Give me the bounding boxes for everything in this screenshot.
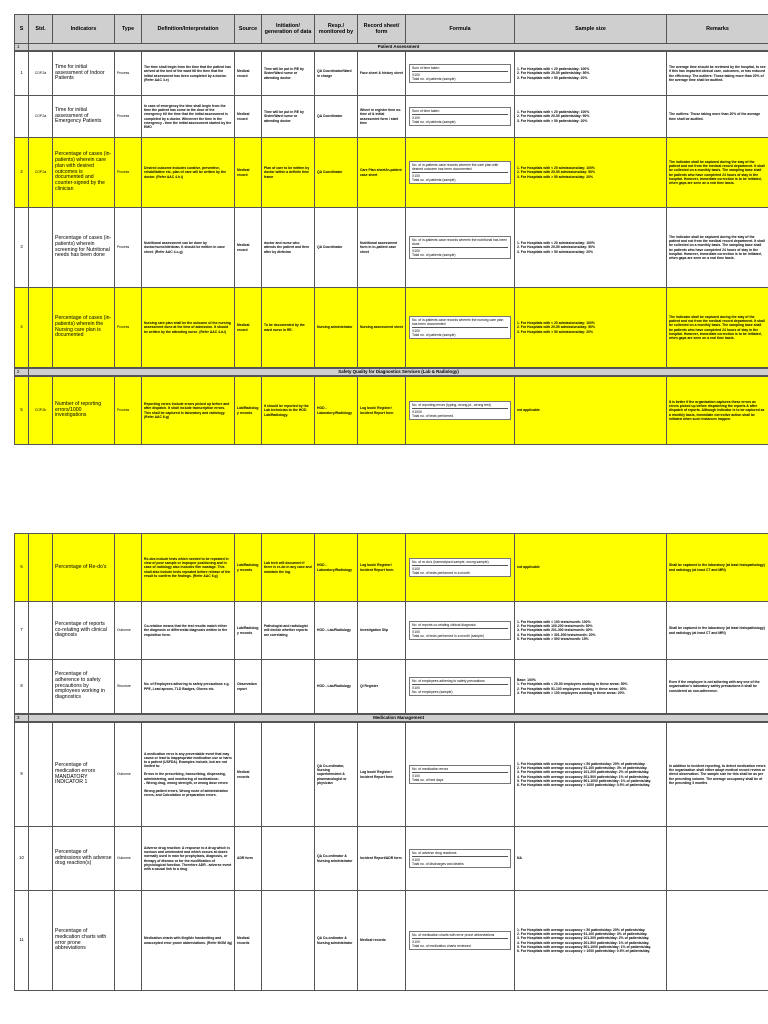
formula-box xyxy=(409,558,511,577)
row-remarks: The indicator shall be captured during the stay of the patient and not from the medical record department. It shall be collected on a monthly basis. The sampling base shall be patients who have completed 24 hours of stay in the hospital. However, immediate correction is to be initiated, when gaps are seen on a real time basis. xyxy=(667,288,768,368)
formula-numerator: No. of reports co-relating clinical diagnosis xyxy=(412,623,508,629)
col-source: Source xyxy=(235,15,262,44)
indicator-row xyxy=(15,534,768,602)
row-remarks: In addition to incident reporting, to detect medication errors the organisation shall either adopt medical record review or direct observation. The sample size for this shall be as per the preceding column. The average occupancy shall be of the preceding 3 months xyxy=(667,723,768,827)
row-source: Lab/Radiology records xyxy=(235,534,262,602)
col-record: Record sheet/ form xyxy=(358,15,406,44)
row-record-sheet: Log book/ Register/ Incident Report form xyxy=(358,534,406,602)
row-initiation: Time will be put in RE by Sister/Ward nurse or attending doctor xyxy=(262,96,315,138)
row-initiation xyxy=(262,723,315,827)
formula-box xyxy=(409,621,511,640)
row-sample-size: 1. For Hospitals with < 20 patients/day: 100% 2. For Hospitals with 20-50 patients/day: 50% 3. For Hospitals with > 50 patients/day: 20% xyxy=(515,96,667,138)
formula-denominator: X100 Total no. of patients (sample) xyxy=(412,72,456,81)
page-gap xyxy=(14,445,768,533)
formula-denominator: X100 Total no. of medication charts reviewed xyxy=(412,939,471,948)
row-responsible: QA Coordinator/Ward in charge xyxy=(315,52,358,96)
row-definition: Co-relation means that the test results match either the diagnosis or differential diagnosis written in the requisition form. xyxy=(142,602,235,660)
indicator-rows-top-2 xyxy=(14,376,768,445)
indicator-row xyxy=(15,723,768,827)
row-remarks: It is better if the organisation captures these errors as errors picked up before dispatching the reports & after dispatch of reports. Although indicator is to be captured as a monthly basis, immediate corrective action shall be initiated when such instances happen. xyxy=(667,377,768,445)
row-number: 11 xyxy=(15,891,29,991)
row-definition: Adverse drug reaction: A response to a drug which is noxious and unintended and which occurs at doses normally used in man for prophylaxis, diagnosis, or therapy of disease or for the modification of physiological function. Therefore ADR - adverse event with a causal link to a drug xyxy=(142,827,235,891)
row-number: 1 xyxy=(15,52,29,96)
col-definition: Definition/Interpretation xyxy=(142,15,235,44)
row-remarks: The indicator shall be captured during the stay of the patient and not from the medical record department. It shall be collected on a monthly basis. The sampling base shall be patients who have completed 24 hours of stay in the hospital. However, immediate correction is to be initiated, when gaps are seen on a real time basis. xyxy=(667,208,768,288)
row-number: 7 xyxy=(15,602,29,660)
row-type xyxy=(115,534,142,602)
row-initiation: Plan of care to be written by doctor within a definite time frame xyxy=(262,138,315,208)
formula-denominator: X100 Total no. of discharges and deaths xyxy=(412,857,464,866)
row-record-sheet: Nutritional assessment form in in-patient case sheet xyxy=(358,208,406,288)
section-header xyxy=(15,715,768,722)
row-type: Structure xyxy=(115,660,142,714)
formula-denominator: X100 Total no. of tests performed in a month (sample) xyxy=(412,629,484,638)
row-number xyxy=(15,96,29,138)
indicator-row xyxy=(15,96,768,138)
formula-denominator: X100 Total no. of tests performed in a month xyxy=(412,566,470,575)
formula-numerator: No. of adverse drug reactions xyxy=(412,851,508,857)
section-number: 1 xyxy=(15,44,29,51)
indicator-rows-top xyxy=(14,51,768,368)
row-responsible: HOD - Laboratory/Radiology xyxy=(315,534,358,602)
indicator-sheet xyxy=(14,14,768,991)
row-initiation: Lab tech will document if there is re-do in any case and maintain the log. xyxy=(262,534,315,602)
indicator-table-bottom-2 xyxy=(14,714,768,722)
formula-box xyxy=(409,316,511,339)
row-indicator: Percentage of adherence to safety precautions by employees working in diagnostics xyxy=(53,660,115,714)
row-number: 8 xyxy=(15,660,29,714)
row-definition: Nutritional assessment can be done by doctor/nurse/dietician. It should be written in case sheet. (Refer AAC 4.c-g) xyxy=(142,208,235,288)
row-sample-size: 1. For Hospitals with < 20 patients/day: 100% 2. For Hospitals with 20-50 patients/day: 50% 3. For Hospitals with > 50 patients/day: 20% xyxy=(515,52,667,96)
row-formula xyxy=(406,208,515,288)
row-type: Process xyxy=(115,288,142,368)
row-remarks: Shall be captured in the laboratory (at least histopathology) and radiology (at least CT and MRI) xyxy=(667,602,768,660)
row-source: Medical record xyxy=(235,288,262,368)
indicator-row xyxy=(15,602,768,660)
row-type: Outcome xyxy=(115,723,142,827)
row-record-sheet: Medical records xyxy=(358,891,406,991)
indicator-table-top-2 xyxy=(14,368,768,376)
row-remarks: Even if the employee is not adhering with any one of the organisation's laboratory safety precautions it shall be considered as non-adherence. xyxy=(667,660,768,714)
row-record-sheet: Wheel in register time no. time of & initial assessment form / start time xyxy=(358,96,406,138)
row-indicator: Percentage of Re-do's xyxy=(53,534,115,602)
row-record-sheet: QI Register xyxy=(358,660,406,714)
formula-box xyxy=(409,107,511,126)
formula-denominator: X100 Total no. of patients (sample) xyxy=(412,174,456,183)
indicator-row xyxy=(15,208,768,288)
row-responsible: HOD - Lab/Radiology xyxy=(315,602,358,660)
formula-denominator: X100 No. of employees (sample) xyxy=(412,685,453,694)
row-standard xyxy=(29,534,53,602)
col-resp: Resp./ monitored by xyxy=(315,15,358,44)
row-indicator: Percentage of cases (in-patients) wherein care plan with desired outcomes is documented and counter-signed by the clinician xyxy=(53,138,115,208)
row-source: Lab/Radiology records xyxy=(235,602,262,660)
section-title: Safety Quality for Diagnostics Services (Lab & Radiology) xyxy=(29,369,768,376)
row-responsible: QA Co-ordinator & Nursing administrator xyxy=(315,891,358,991)
row-source: Medical records xyxy=(235,891,262,991)
indicator-rows-bottom-2 xyxy=(14,722,768,991)
row-standard xyxy=(29,660,53,714)
row-indicator: Percentage of reports co-relating with clinical diagnosis xyxy=(53,602,115,660)
row-remarks: The outliers: Those taking more than 20% of the average time shall be audited. xyxy=(667,96,768,138)
indicator-row xyxy=(15,138,768,208)
indicator-rows-bottom xyxy=(14,533,768,714)
row-source: Medical records xyxy=(235,723,262,827)
row-sample-size: 1. For Hospitals with average occupancy < 50 patients/day: 20% of patients/day. 2. For Hospitals with average occupancy 51-100 patients/day: 3% of patients/day. 3. For Hospitals with average occupancy 101-200 patients/day: 2% of patients/day. 4. For Hospitals with average occupancy 201-500 patients/day: 1% of patients/day. 5. For Hospitals with average occupancy 501-1000 patients/day: 1% of patients/day. 6. For Hospitals with average occupancy > 1000 patients/day: 0.5% of patients/day. xyxy=(515,891,667,991)
formula-denominator: X100 Total no. of patients (sample) xyxy=(412,115,456,124)
section-title: Medication Management xyxy=(29,715,768,722)
row-standard: COP.2a xyxy=(29,96,53,138)
formula-box xyxy=(409,931,511,950)
row-responsible: HOD - Laboratory/Radiology xyxy=(315,377,358,445)
row-number: 4 xyxy=(15,288,29,368)
formula-box xyxy=(409,401,511,420)
row-source: Medical record xyxy=(235,52,262,96)
formula-numerator: No. of reporting errors (typing, wrong pt., wrong test) xyxy=(412,403,508,409)
formula-numerator: No. of employees adhering to safety precautions xyxy=(412,679,508,685)
row-type: Process xyxy=(115,377,142,445)
row-source: ADR form xyxy=(235,827,262,891)
row-number: 5 xyxy=(15,377,29,445)
row-formula xyxy=(406,96,515,138)
row-initiation: It should be reported by the Lab technician to the HOD Lab/Radiology. xyxy=(262,377,315,445)
row-remarks: Shall be captured in the laboratory (at least histopathology) and radiology (at least CT and MRI) xyxy=(667,534,768,602)
row-record-sheet: Log book/ Register/ Incident Report form xyxy=(358,723,406,827)
col-type: Type xyxy=(115,15,142,44)
row-responsible: HOD - Lab/Radiology xyxy=(315,660,358,714)
row-initiation: To be documented by the ward nurse in RE. xyxy=(262,288,315,368)
row-formula xyxy=(406,891,515,991)
row-formula xyxy=(406,52,515,96)
row-standard xyxy=(29,891,53,991)
indicator-row xyxy=(15,660,768,714)
row-formula xyxy=(406,534,515,602)
row-indicator: Percentage of medication charts with error prone abbreviations xyxy=(53,891,115,991)
col-initiation: Initiation/ generation of data xyxy=(262,15,315,44)
row-record-sheet: Nursing assessment sheet xyxy=(358,288,406,368)
col-formula: Formula xyxy=(406,15,515,44)
row-formula xyxy=(406,602,515,660)
col-indicators: Indicators xyxy=(53,15,115,44)
row-type: Process xyxy=(115,208,142,288)
row-type: Process xyxy=(115,52,142,96)
row-standard: COP.2b xyxy=(29,377,53,445)
row-definition: Nursing care plan shall be the outcome of the nursing assessment done at the time of admission. It should be written by the attending nurse. (Refer AAC 4.d-i) xyxy=(142,288,235,368)
formula-box xyxy=(409,161,511,184)
indicator-table-top xyxy=(14,14,768,51)
row-indicator: Time for initial assessment of Emergency Patients xyxy=(53,96,115,138)
row-indicator: Percentage of medication errors MANDATORY INDICATOR 1 xyxy=(53,723,115,827)
row-formula xyxy=(406,288,515,368)
row-sample-size: 1. For Hospitals with average occupancy < 50 patients/day: 20% of patients/day. 2. For Hospitals with average occupancy 51-100 patients/day: 3% of patients/day. 3. For Hospitals with average occupancy 101-200 patients/day: 2% of patients/day. 4. For Hospitals with average occupancy 201-500 patients/day: 1% of patients/day. 5. For Hospitals with average occupancy 501-1000 patients/day: 1% of patients/day. 6. For Hospitals with average occupancy > 1000 patients/day: 0.5% of patients/day. xyxy=(515,723,667,827)
indicator-row xyxy=(15,377,768,445)
row-record-sheet: Investigation Slip xyxy=(358,602,406,660)
row-responsible: Nursing administrator xyxy=(315,288,358,368)
row-remarks: The indicator shall be captured during the stay of the patient and not from the medical record department. It shall be collected on a monthly basis. The sampling base shall be patients who have completed 24 hours of stay in the hospital. However, immediate correction is to be initiated, when gaps are seen on a real time basis. xyxy=(667,138,768,208)
row-initiation xyxy=(262,827,315,891)
formula-numerator: No. of re-do's (haemolysed sample, wrong sample) xyxy=(412,560,508,566)
formula-numerator: No. of in-patients case records wherein the care plan with desired outcome has been documented xyxy=(412,163,508,173)
row-number: 9 xyxy=(15,723,29,827)
row-sample-size: NA xyxy=(515,827,667,891)
row-definition: In case of emergency the time shall begin from the time the patient has come to the door of the emergency till the time that the initial assessment is completed by a doctor. Whenever the time in the emergency - time the initial assessment started by the EMO xyxy=(142,96,235,138)
formula-denominator: X100 Total no. of bed days xyxy=(412,773,444,782)
section-header xyxy=(15,369,768,376)
row-remarks xyxy=(667,891,768,991)
row-standard xyxy=(29,827,53,891)
row-initiation xyxy=(262,660,315,714)
row-source: Lab/Radiology records xyxy=(235,377,262,445)
section-number: 2 xyxy=(15,369,29,376)
row-sample-size: 1. For Hospitals with < 20 admissions/day: 100% 2. For Hospitals with 20-50 admissions/day: 50% 3. For Hospitals with > 50 admissions/day: 20% xyxy=(515,288,667,368)
indicator-row xyxy=(15,288,768,368)
section-header xyxy=(15,44,768,51)
col-sample: Sample size xyxy=(515,15,667,44)
formula-numerator: No. of in-patients case records wherein the nursing care plan has been documented xyxy=(412,318,508,328)
row-type: Process xyxy=(115,138,142,208)
formula-numerator: Sum of time taken xyxy=(412,66,508,72)
row-type: Outcome xyxy=(115,827,142,891)
row-type xyxy=(115,891,142,991)
row-definition: Re-dos include tests which needed to be repeated in view of poor sample or improper positioning and in case of radiology also includes film wastage. This shall also include tests repeated before release of the result to confirm the findings. (Refer AAC 6.g) xyxy=(142,534,235,602)
col-std: Std. xyxy=(29,15,53,44)
row-formula xyxy=(406,138,515,208)
row-responsible: QA Co-ordinator & Nursing administrator xyxy=(315,827,358,891)
row-source: Medical record xyxy=(235,96,262,138)
row-formula xyxy=(406,723,515,827)
formula-numerator: No. of in-patients case records wherein the nutritional has been done xyxy=(412,238,508,248)
section-title: Patient Assessment xyxy=(29,44,768,51)
row-initiation: doctor and nurse who attends the patient and then after by dietician xyxy=(262,208,315,288)
row-source: Observation report xyxy=(235,660,262,714)
row-number: 3 xyxy=(15,208,29,288)
row-standard: COP.2a xyxy=(29,52,53,96)
row-formula xyxy=(406,660,515,714)
row-standard xyxy=(29,723,53,827)
indicator-row xyxy=(15,891,768,991)
row-indicator: Number of reporting errors/1000 investigations xyxy=(53,377,115,445)
col-remarks: Remarks xyxy=(667,15,768,44)
formula-box xyxy=(409,64,511,83)
formula-denominator: X100 Total no. of patients (sample) xyxy=(412,329,456,338)
row-definition: Reporting errors include errors picked up before and after dispatch. It shall include transcription errors. This shall be captured in laboratory and radiology. (Refer AAC 6.g) xyxy=(142,377,235,445)
indicator-row xyxy=(15,52,768,96)
row-definition: Medication charts with illegible handwriting and unaccepted error prone abbreviations. (Refer MOM 4g) xyxy=(142,891,235,991)
formula-denominator: X1000 Total no. of tests performed xyxy=(412,409,454,418)
row-number: 6 xyxy=(15,534,29,602)
row-record-sheet: Log book/ Register/ Incident Report form xyxy=(358,377,406,445)
row-indicator: Time for initial assessment of Indoor Patients xyxy=(53,52,115,96)
row-definition: Desired outcome includes curative, preventive, rehabilitative etc. plan of care will be written by the doctor. (Refer AAC 4.h.i) xyxy=(142,138,235,208)
row-initiation: Pathologist and radiologist will decide whether reports are correlating xyxy=(262,602,315,660)
row-record-sheet: Incident Report/ADR form xyxy=(358,827,406,891)
row-remarks: The average time should be reviewed by the hospital, to see if this has impacted clinical care, outcomes, or has reduced the efficiency. The outliers: Those taking more than 20% of the average time shall be audited. xyxy=(667,52,768,96)
row-standard xyxy=(29,288,53,368)
row-type: Process xyxy=(115,96,142,138)
section-number: 3 xyxy=(15,715,29,722)
formula-box xyxy=(409,849,511,868)
row-definition: A medication error is any preventable event that may cause or lead to inappropriate medication use or harm to a patient (USFDA). Examples include, but are not limited to: Errors in the prescribing, transcribing, dispensing, administering, and monitoring of medications: - Wrong drug, wrong strength, or wrong dose errors Wrong patient errors, Wrong route of administration errors, and Calculation or preparation errors. xyxy=(142,723,235,827)
row-formula xyxy=(406,377,515,445)
formula-box xyxy=(409,765,511,784)
row-formula xyxy=(406,827,515,891)
header-row xyxy=(15,15,768,44)
row-sample-size: 1. For Hospitals with < 20 admissions/day: 100% 2. For Hospitals with 20-50 admissions/day: 50% 3. For Hospitals with > 50 admissions/day: 20% xyxy=(515,138,667,208)
row-source: Medical record xyxy=(235,138,262,208)
row-responsible: QA Coordinator xyxy=(315,138,358,208)
row-type: Outcome xyxy=(115,602,142,660)
row-number: 10 xyxy=(15,827,29,891)
col-sno: S xyxy=(15,15,29,44)
formula-numerator: Sum of time taken xyxy=(412,109,508,115)
row-sample-size: 1. For Hospitals with < 100 tests/month: 100% 2. For Hospitals with 100-200 tests/month: 50% 3. For Hospitals with 201-300 tests/month: 30% 4. For Hospitals with > 301-500 tests/month: 20% 5. For Hospitals with > 500 tests/month: 15% xyxy=(515,602,667,660)
row-standard: COP.2a xyxy=(29,138,53,208)
row-sample-size: Base: 100% 1. For Hospitals with < 20-50 employees working in these areas: 50% 2. For Hospitals with 51-100 employees working in these areas: 30% 3. For Hospitals with > 100 employees working in these areas: 20% xyxy=(515,660,667,714)
formula-box xyxy=(409,236,511,259)
row-responsible: QA Co-ordinator, Nursing superintendent & pharmacologist or physician xyxy=(315,723,358,827)
row-number: 2 xyxy=(15,138,29,208)
formula-numerator: No. of medication errors xyxy=(412,767,508,773)
row-responsible: QA Coordinator xyxy=(315,208,358,288)
formula-denominator: X100 Total no. of patients (sample) xyxy=(412,249,456,258)
row-record-sheet: Face sheet & history sheet xyxy=(358,52,406,96)
formula-box xyxy=(409,677,511,696)
row-remarks xyxy=(667,827,768,891)
row-standard xyxy=(29,208,53,288)
formula-numerator: No. of medication charts with error prone abbreviations xyxy=(412,933,508,939)
row-initiation xyxy=(262,891,315,991)
row-definition: No. of Employees adhering to safety precautions e.g. PPE, Lead aprons, TLD Badges, Gloves etc. xyxy=(142,660,235,714)
row-initiation: Time will be put in RE by Sister/Ward nurse or attending doctor xyxy=(262,52,315,96)
row-indicator: Percentage of cases (in-patients) wherein the Nursing care plan is documented xyxy=(53,288,115,368)
row-sample-size: not applicable xyxy=(515,534,667,602)
row-source: Medical record xyxy=(235,208,262,288)
row-sample-size: 1. For Hospitals with < 20 admissions/day: 100% 2. For Hospitals with 20-50 admissions/day: 50% 3. For Hospitals with > 50 admissions/day: 20% xyxy=(515,208,667,288)
row-indicator: Percentage of admissions with adverse drug reaction(s) xyxy=(53,827,115,891)
row-responsible: QA Coordinator xyxy=(315,96,358,138)
row-record-sheet: Care Plan sheet/in-patient case sheet xyxy=(358,138,406,208)
row-definition: The time shall begin from the time that the patient has arrived at the bed of the ward till the time that the initial assessment has been completed by a doctor. (Refer AAC 4.e) xyxy=(142,52,235,96)
row-standard xyxy=(29,602,53,660)
indicator-row xyxy=(15,827,768,891)
row-indicator: Percentage of cases (in-patients) wherein screening for Nutritional needs has been done xyxy=(53,208,115,288)
row-sample-size: not applicable xyxy=(515,377,667,445)
